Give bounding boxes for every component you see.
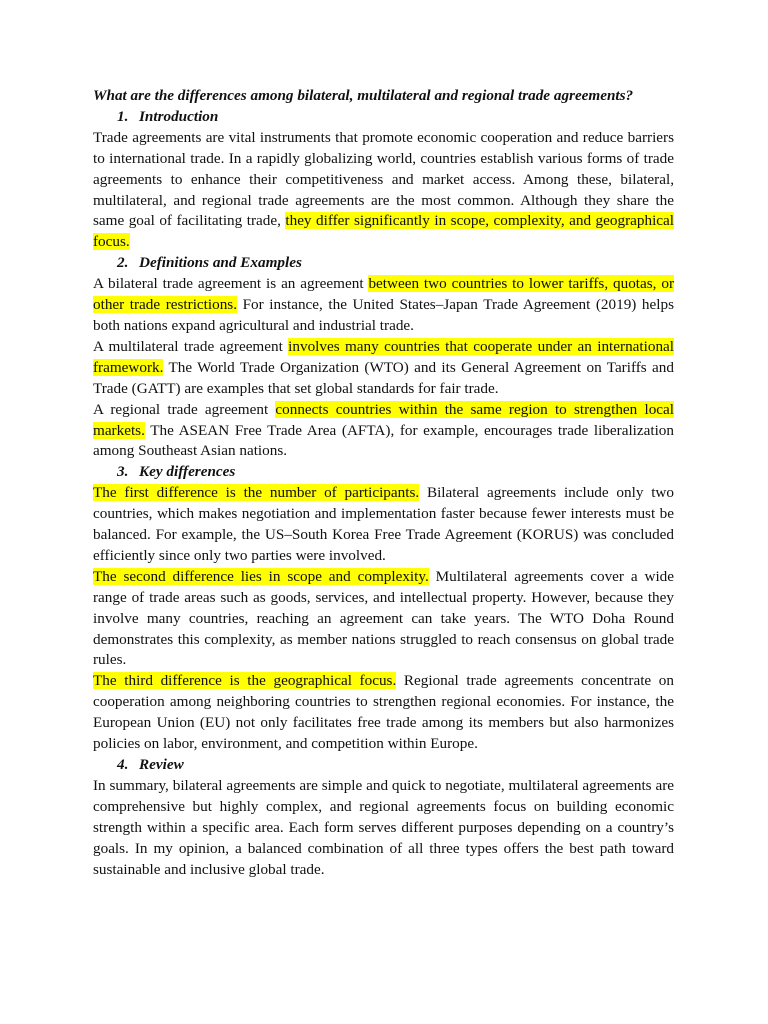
paragraph-text: Trade agreements are vital instruments that promote economic cooperation and reduce barriers to international trade. In a rapidly globalizing world, countries establish various forms of trade agreements to enhance their competitiveness and market access. Among these, bilateral, multilateral, and regional trade agreements are the most common. Although they share the same goal of facilitating trade,	[93, 128, 674, 230]
highlighted-text: between two countries to lower tariffs, quotas, or other trade restrictions.	[93, 275, 675, 314]
highlighted-text: involves many countries that cooperate under an international framework.	[93, 337, 674, 376]
section-heading-introduction	[93, 107, 674, 128]
paragraph-text: Bilateral agreements include only two countries, which makes negotiation and implementation faster because fewer interests must be balanced. For example, the US–South Korea Free Trade Agreement (KORUS) was concluded efficiently since only two parties were involved.	[93, 484, 674, 564]
section-heading-definitions	[93, 253, 674, 274]
paragraph-third-difference	[93, 671, 674, 755]
section-title: Definitions and Examples	[139, 254, 302, 272]
paragraph-bilateral	[93, 274, 674, 337]
highlighted-text: The third difference is the geographical focus.	[93, 672, 397, 690]
paragraph-text: A bilateral trade agreement is an agreement	[93, 275, 369, 293]
highlighted-text: The first difference is the number of participants.	[93, 484, 420, 502]
paragraph-text: A regional trade agreement	[93, 400, 276, 418]
paragraph-introduction	[93, 128, 674, 253]
highlighted-text: connects countries within the same region to strengthen local markets.	[93, 400, 674, 439]
paragraph-text: Regional trade agreements concentrate on cooperation among neighboring countries to strengthen regional economies. For instance, the European Union (EU) not only facilitates free trade among its members but also harmonizes policies on labor, environment, and competition within Europe.	[93, 672, 674, 753]
section-number: 3.	[117, 463, 129, 481]
paragraph-text: The World Trade Organization (WTO) and its General Agreement on Tariffs and Trade (GATT) are examples that set global standards for fair trade.	[93, 358, 674, 397]
section-title: Key differences	[139, 463, 236, 481]
paragraph-text: Multilateral agreements cover a wide range of trade areas such as goods, services, and intellectual property. However, because they involve many countries, reaching an agreement can take years. The WTO Doha Round demonstrates this complexity, as member nations struggled to reach consensus on global trade rules.	[93, 567, 674, 669]
paragraph-multilateral	[93, 337, 674, 400]
paragraph-regional	[93, 400, 674, 463]
section-number: 1.	[117, 107, 129, 125]
paragraph-second-difference	[93, 567, 674, 672]
paragraph-first-difference	[93, 483, 674, 567]
section-number: 2.	[117, 254, 129, 272]
section-heading-review	[93, 755, 674, 776]
section-heading-key-differences	[93, 462, 674, 483]
section-title: Introduction	[139, 107, 219, 125]
paragraph-text: The ASEAN Free Trade Area (AFTA), for example, encourages trade liberalization among Southeast Asian nations.	[93, 421, 674, 460]
paragraph-review	[93, 776, 674, 881]
highlighted-text: The second difference lies in scope and complexity.	[93, 567, 429, 585]
paragraph-text: For instance, the United States–Japan Trade Agreement (2019) helps both nations expand agricultural and industrial trade.	[93, 296, 674, 334]
section-number: 4.	[117, 756, 129, 773]
section-title: Review	[139, 756, 184, 773]
essay-question: What are the differences among bilateral, multilateral and regional trade agreements?	[93, 87, 634, 104]
paragraph-text: In summary, bilateral agreements are simple and quick to negotiate, multilateral agreements are comprehensive but highly complex, and regional agreements focus on building economic strength within a specific area. Each form serves different purposes depending on a country’s goals. In my opinion, a balanced combination of all three types offers the best path toward sustainable and inclusive global trade.	[93, 776, 674, 878]
highlighted-text: they differ significantly in scope, complexity, and geographical focus.	[93, 212, 674, 251]
paragraph-text: A multilateral trade agreement	[93, 337, 289, 355]
